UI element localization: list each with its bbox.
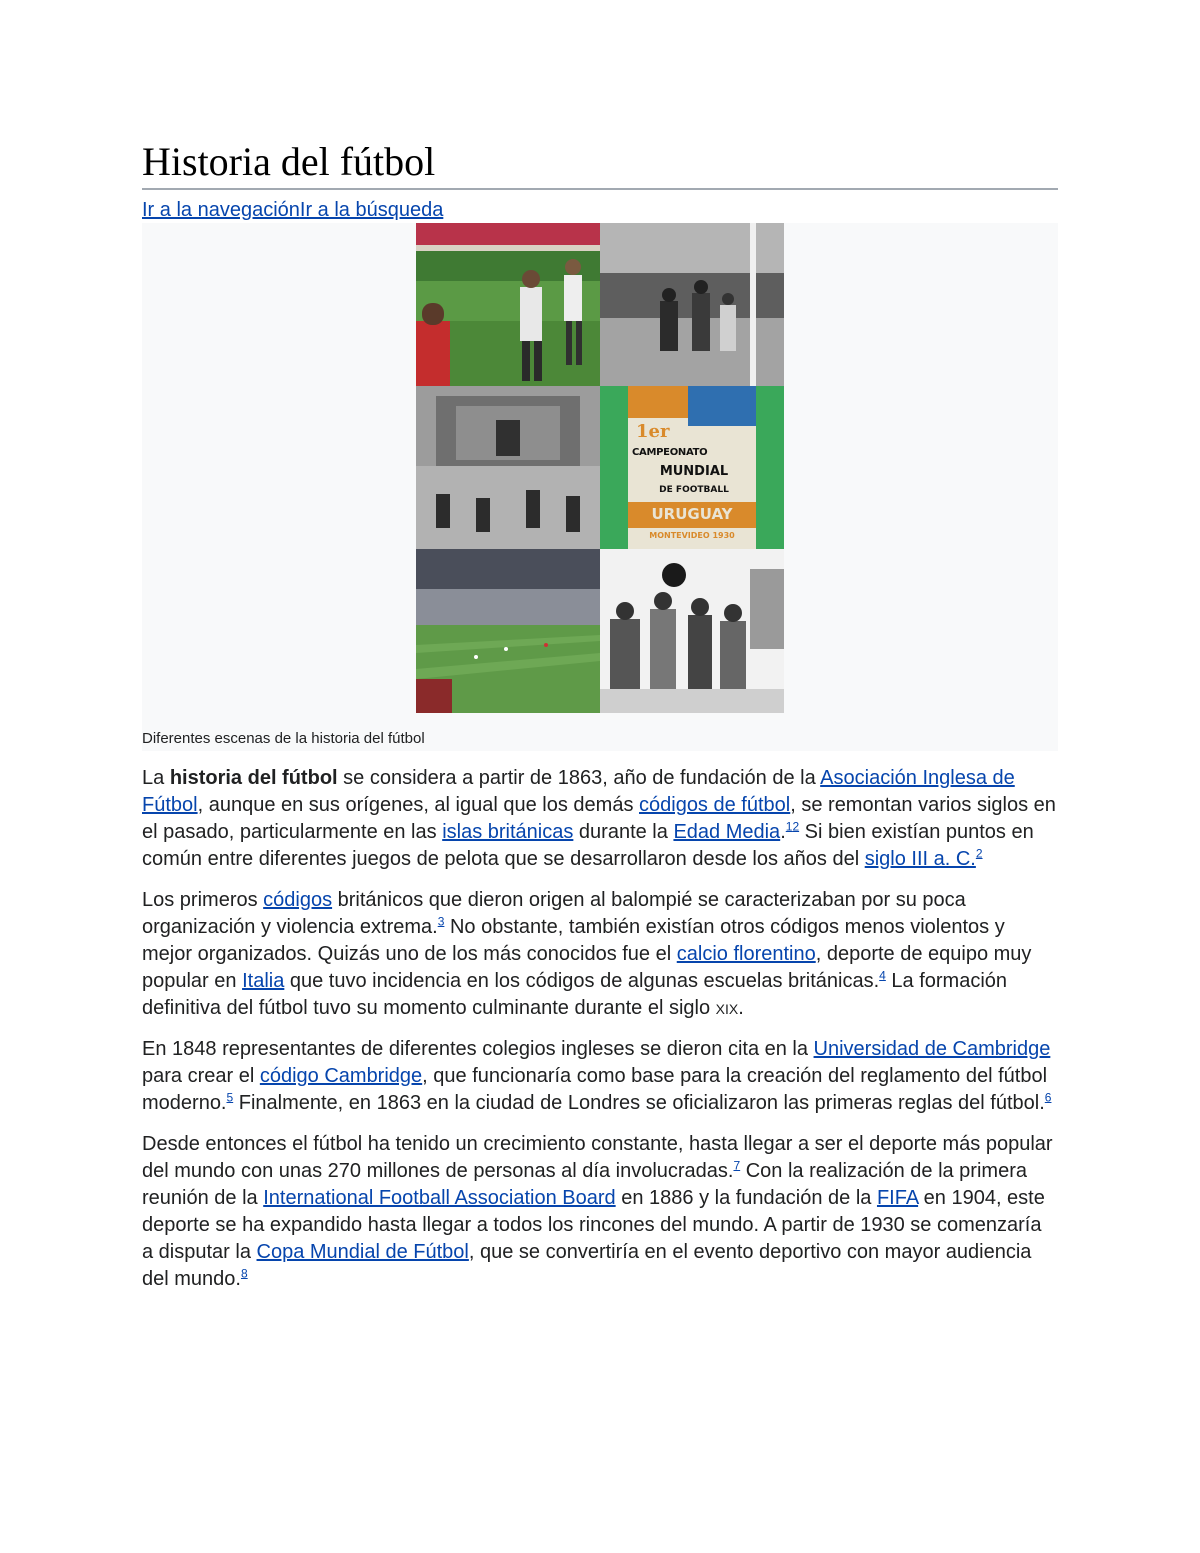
article — [142, 138, 1058, 1293]
goto-search-link[interactable]: Ir a la búsqueda — [299, 199, 444, 221]
modern-match-photo — [416, 223, 600, 386]
paragraph-2 — [142, 887, 1058, 1022]
text: Si bien existían puntos en común entre diferentes juegos de pelota que se desarrollaron desde los años del — [142, 821, 1034, 870]
text: No obstante, también existían otros códigos menos violentos y mejor organizados. Quizás uno de los más conocidos fue el — [142, 916, 1005, 965]
ref-6[interactable]: 6 — [1044, 1090, 1052, 1105]
skip-links — [142, 197, 1058, 223]
page-title: Historia del fútbol — [142, 138, 1058, 190]
ref-2[interactable]: 2 — [792, 819, 800, 834]
text: británicos que dieron origen al balompié se caracterizaban por su poca organización y violencia extrema. — [142, 889, 966, 938]
image-mosaic[interactable] — [416, 223, 784, 713]
figure — [142, 223, 1058, 751]
text: , que funcionaría como base para la creación del reglamento del fútbol moderno. — [142, 1065, 1048, 1114]
link-ifab[interactable]: International Football Association Board — [263, 1187, 616, 1209]
link-islas-britanicas[interactable]: islas británicas — [442, 821, 574, 843]
poster-text-campeonato: CAMPEONATO — [632, 447, 708, 458]
text: durante la — [573, 821, 674, 843]
poster-text-1er: 1er — [636, 421, 670, 442]
link-codigo-cambridge[interactable]: código Cambridge — [259, 1065, 423, 1087]
ref-4[interactable]: 4 — [879, 968, 886, 983]
text: La — [142, 767, 170, 789]
link-siglo-iii[interactable]: siglo III a. C. — [864, 848, 976, 870]
link-codigos-de-futbol[interactable]: códigos de fútbol — [639, 794, 791, 816]
link-calcio-florentino[interactable]: calcio florentino — [676, 943, 816, 965]
ref-8[interactable]: 8 — [240, 1266, 248, 1281]
century-numeral: xix — [715, 997, 739, 1019]
link-italia[interactable]: Italia — [242, 970, 285, 992]
ref-7[interactable]: 7 — [733, 1158, 741, 1173]
text: para crear el — [142, 1065, 260, 1087]
text: en 1904, este deporte se ha expandido hasta llegar a todos los rincones del mundo. A partir de 1930 se comenzaría a disputar la — [142, 1187, 1045, 1263]
text: , se remontan varios siglos en el pasado, particularmente en las — [142, 794, 1056, 843]
bold-term: historia del fútbol — [169, 767, 338, 789]
poster-text-montevideo: MONTEVIDEO 1930 — [649, 531, 735, 540]
link-copa-mundial[interactable]: Copa Mundial de Fútbol — [256, 1241, 469, 1263]
link-universidad-cambridge[interactable]: Universidad de Cambridge — [813, 1038, 1051, 1060]
text: . — [780, 821, 786, 843]
text: que tuvo incidencia en los códigos de algunas escuelas británicas. — [284, 970, 880, 992]
historic-match-photo — [600, 223, 784, 386]
text: Finalmente, en 1863 en la ciudad de Londres se oficializaron las primeras reglas del fútbol. — [233, 1092, 1045, 1114]
poster-text-mundial: MUNDIAL — [659, 464, 729, 479]
ref-1[interactable]: 1 — [785, 819, 793, 834]
historic-court-photo — [416, 386, 600, 549]
ref-2b[interactable]: 2 — [975, 846, 983, 861]
text: . — [738, 997, 744, 1019]
paragraph-3 — [142, 1036, 1058, 1117]
link-edad-media[interactable]: Edad Media — [673, 821, 781, 843]
text: La formación definitiva del fútbol tuvo su momento culminante durante el siglo — [142, 970, 1008, 1019]
figure-caption: Diferentes escenas de la historia del fútbol — [142, 730, 425, 747]
engraving-illustration — [600, 549, 784, 713]
text: , deporte de equipo muy popular en — [142, 943, 1032, 992]
text: Desde entonces el fútbol ha tenido un crecimiento constante, hasta llegar a ser el deporte más popular del mundo con unas 270 millones de personas al día involucradas. — [142, 1133, 1053, 1182]
text: Con la realización de la primera reunión de la — [142, 1160, 1027, 1209]
text: , que se convertiría en el evento deportivo con mayor audiencia del mundo. — [142, 1241, 1032, 1290]
text: En 1848 representantes de diferentes colegios ingleses se dieron cita en la — [142, 1038, 814, 1060]
stadium-photo — [416, 549, 600, 713]
world-cup-1930-poster — [600, 386, 784, 549]
goto-navigation-link[interactable]: Ir a la navegación — [142, 199, 300, 221]
text: se considera a partir de 1863, año de fundación de la — [337, 767, 821, 789]
ref-5[interactable]: 5 — [226, 1090, 234, 1105]
poster-text-uruguay: URUGUAY — [651, 505, 733, 523]
poster-text-football: DE FOOTBALL — [659, 485, 729, 495]
link-fifa[interactable]: FIFA — [876, 1187, 919, 1209]
text: Los primeros — [142, 889, 264, 911]
paragraph-1 — [142, 765, 1058, 873]
text: , aunque en sus orígenes, al igual que los demás — [197, 794, 639, 816]
text: en 1886 y la fundación de la — [615, 1187, 877, 1209]
link-asociacion-inglesa[interactable]: Asociación Inglesa de Fútbol — [142, 767, 1015, 816]
ref-3[interactable]: 3 — [437, 914, 445, 929]
paragraph-4 — [142, 1131, 1058, 1293]
link-codigos[interactable]: códigos — [263, 889, 333, 911]
